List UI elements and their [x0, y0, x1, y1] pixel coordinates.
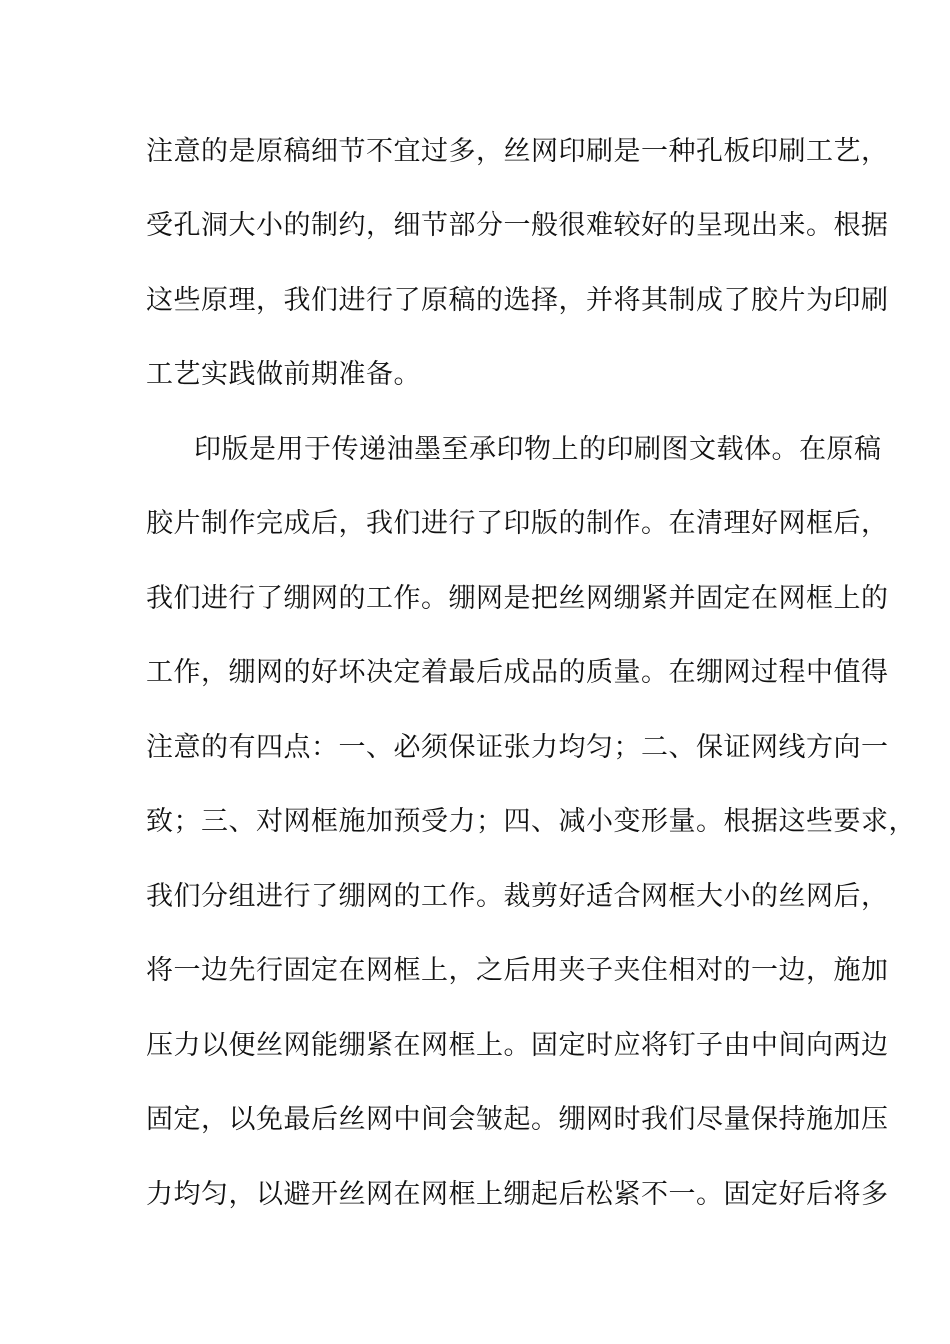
text-line: 力均匀，以避开丝网在网框上绷起后松紧不一。固定好后将多 — [146, 1179, 889, 1210]
text-line: 固定，以免最后丝网中间会皱起。绷网时我们尽量保持施加压 — [146, 1104, 889, 1135]
text-line: 胶片制作完成后，我们进行了印版的制作。在清理好网框后， — [146, 508, 889, 539]
text-line: 工作，绷网的好坏决定着最后成品的质量。在绷网过程中值得 — [146, 657, 889, 688]
paragraph-start-line: 印版是用于传递油墨至承印物上的印刷图文载体。在原稿 — [194, 434, 882, 465]
text-line: 工艺实践做前期准备。 — [146, 359, 421, 390]
text-line: 注意的是原稿细节不宜过多，丝网印刷是一种孔板印刷工艺， — [146, 136, 889, 167]
text-line: 将一边先行固定在网框上，之后用夹子夹住相对的一边，施加 — [146, 955, 889, 986]
text-line: 受孔洞大小的制约，细节部分一般很难较好的呈现出来。根据 — [146, 210, 889, 241]
text-line: 我们进行了绷网的工作。绷网是把丝网绷紧并固定在网框上的 — [146, 583, 889, 614]
text-line: 致；三、对网框施加预受力；四、减小变形量。根据这些要求， — [146, 806, 916, 837]
text-line: 我们分组进行了绷网的工作。裁剪好适合网框大小的丝网后， — [146, 881, 889, 912]
text-line: 注意的有四点：一、必须保证张力均匀；二、保证网线方向一 — [146, 732, 889, 763]
text-line: 这些原理，我们进行了原稿的选择，并将其制成了胶片为印刷 — [146, 285, 889, 316]
text-line: 压力以便丝网能绷紧在网框上。固定时应将钉子由中间向两边 — [146, 1030, 889, 1061]
